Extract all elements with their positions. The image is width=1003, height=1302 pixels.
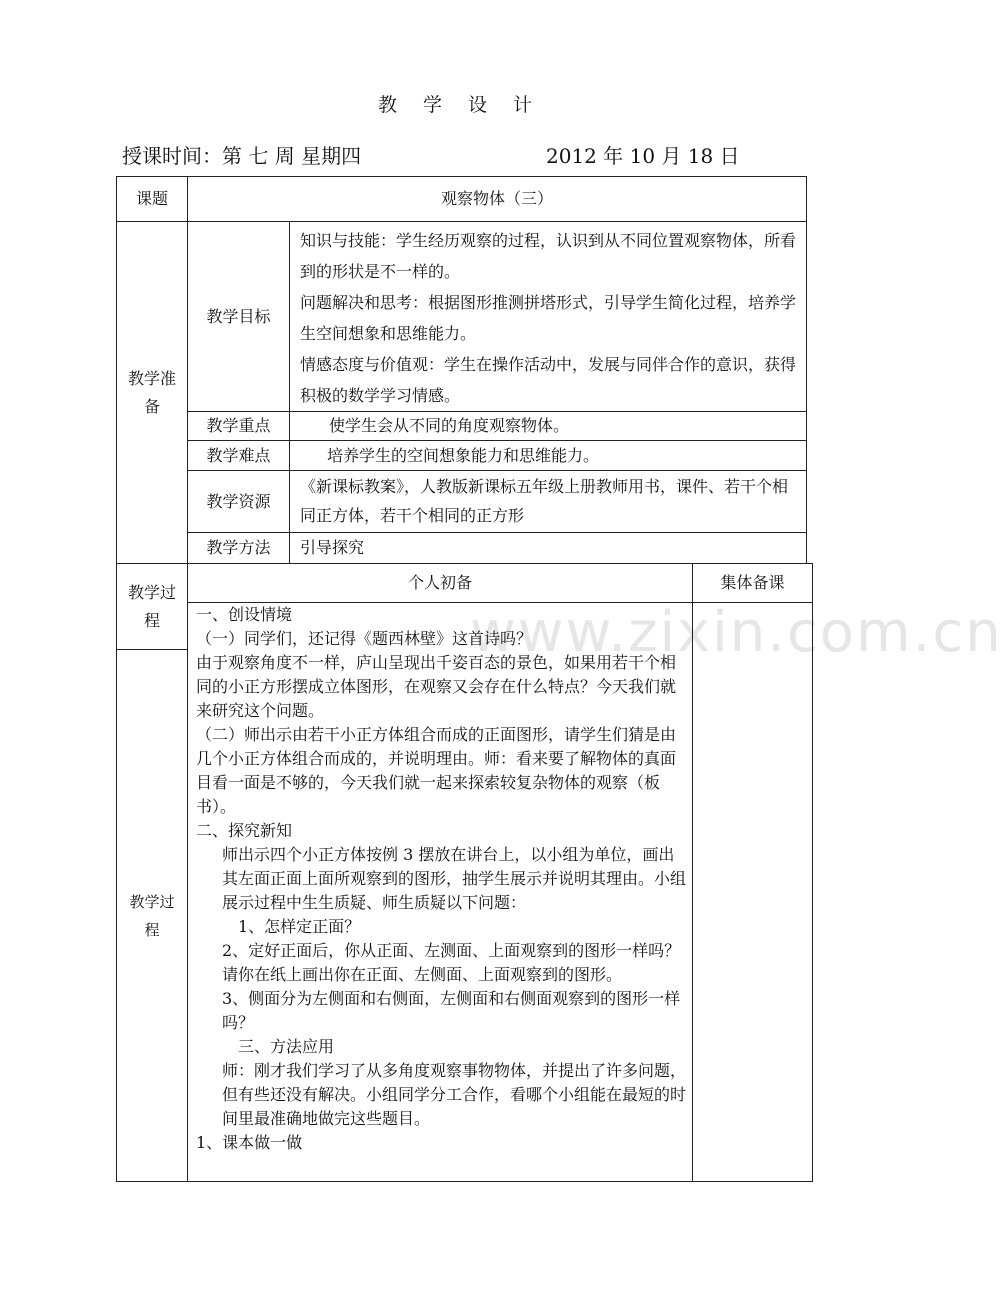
prep-label — [128, 221, 176, 564]
process-para: 2、定好正面后，你从正面、左测面、上面观察到的图形一样吗？请你在纸上画出你在正面、左侧面、上面观察到的图形。 — [222, 941, 681, 984]
diff-label: 教学难点 — [206, 445, 271, 465]
goal-knowledge: 知识与技能：学生经历观察的过程，认识到从不同位置观察物体，所看到的形状是不一样的。 — [300, 231, 797, 281]
method-label: 教学方法 — [206, 538, 271, 557]
goal-label: 教学目标 — [206, 306, 271, 326]
res-value: 《新课标教案》，人教版新课标五年级上册教师用书，课件、若干个相同正方体，若干个相同的正方形 — [300, 477, 789, 525]
process-left-text: 教学过程 — [129, 892, 175, 939]
process-content — [196, 603, 688, 1155]
topic-label: 课题 — [135, 189, 168, 208]
method-value: 引导探究 — [300, 538, 365, 557]
process-para: 1、怎样定正面？ — [238, 917, 361, 936]
process-para: 二、探究新知 — [196, 821, 293, 840]
key-value: 使学生会从不同的角度观察物体。 — [329, 416, 570, 435]
watermark: www.zixin.com.cn — [470, 600, 1003, 665]
diff-value: 培养学生的空间想象能力和思维能力。 — [327, 446, 600, 465]
process-para: 1、课本做一做 — [196, 1133, 303, 1152]
process-para: 3、侧面分为左侧面和右侧面，左侧面和右侧面观察到的图形一样吗？ — [222, 989, 681, 1032]
document-title: 教 学 设 计 — [377, 94, 543, 116]
goal-thinking: 问题解决和思考：根据图形推测拼塔形式，引导学生简化过程，培养学生空间想象和思维能力。 — [300, 293, 797, 343]
process-para: 三、方法应用 — [238, 1037, 335, 1056]
process-para: （一）同学们，还记得《题西林壁》这首诗吗？ — [196, 629, 533, 648]
process-left-label — [124, 649, 180, 1182]
prep-label-text: 教学准备 — [128, 368, 177, 416]
process-label-text: 教学过程 — [128, 582, 177, 630]
process-para: 师出示四个小正方体按例 3 摆放在讲台上，以小组为单位，画出其左面正面上面所观察到的图形，抽学生展示并说明其理由。小组展示过程中生生质疑、师生质疑以下问题： — [222, 845, 687, 912]
goal-list — [300, 225, 800, 411]
collective-body-cell — [692, 602, 813, 1182]
process-para: 师：刚才我们学习了从多角度观察事物物体，并提出了许多问题，但有些还没有解决。小组同学分工合作，看哪个小组能在最短的时间里最准确地做完这些题目。 — [222, 1061, 687, 1128]
process-para: 一、创设情境 — [196, 605, 293, 624]
key-label: 教学重点 — [206, 416, 271, 435]
process-label — [128, 563, 176, 650]
personal-header: 个人初备 — [407, 573, 472, 592]
lesson-time: 授课时间：第 七 周 星期四 — [122, 144, 362, 168]
topic-value: 观察物体（三） — [440, 189, 553, 208]
res-label: 教学资源 — [206, 491, 271, 511]
process-para: （二）师出示由若干小正方体组合而成的正面图形，请学生们猜是由几个小正方体组合而成的，并说明理由。师：看来要了解物体的真面目看一面是不够的，今天我们就一起来探索较复杂物体的观察（板书）。 — [196, 725, 677, 816]
collective-header: 集体备课 — [720, 573, 785, 592]
lesson-date: 2012 年 10 月 18 日 — [546, 144, 740, 168]
process-para: 由于观察角度不一样，庐山呈现出千姿百态的景色，如果用若干个相同的小正方形摆成立体图形，在观察又会存在什么特点？今天我们就来研究这个问题。 — [196, 653, 677, 720]
goal-attitude: 情感态度与价值观：学生在操作活动中，发展与同伴合作的意识，获得积极的数学学习情感。 — [300, 355, 797, 405]
